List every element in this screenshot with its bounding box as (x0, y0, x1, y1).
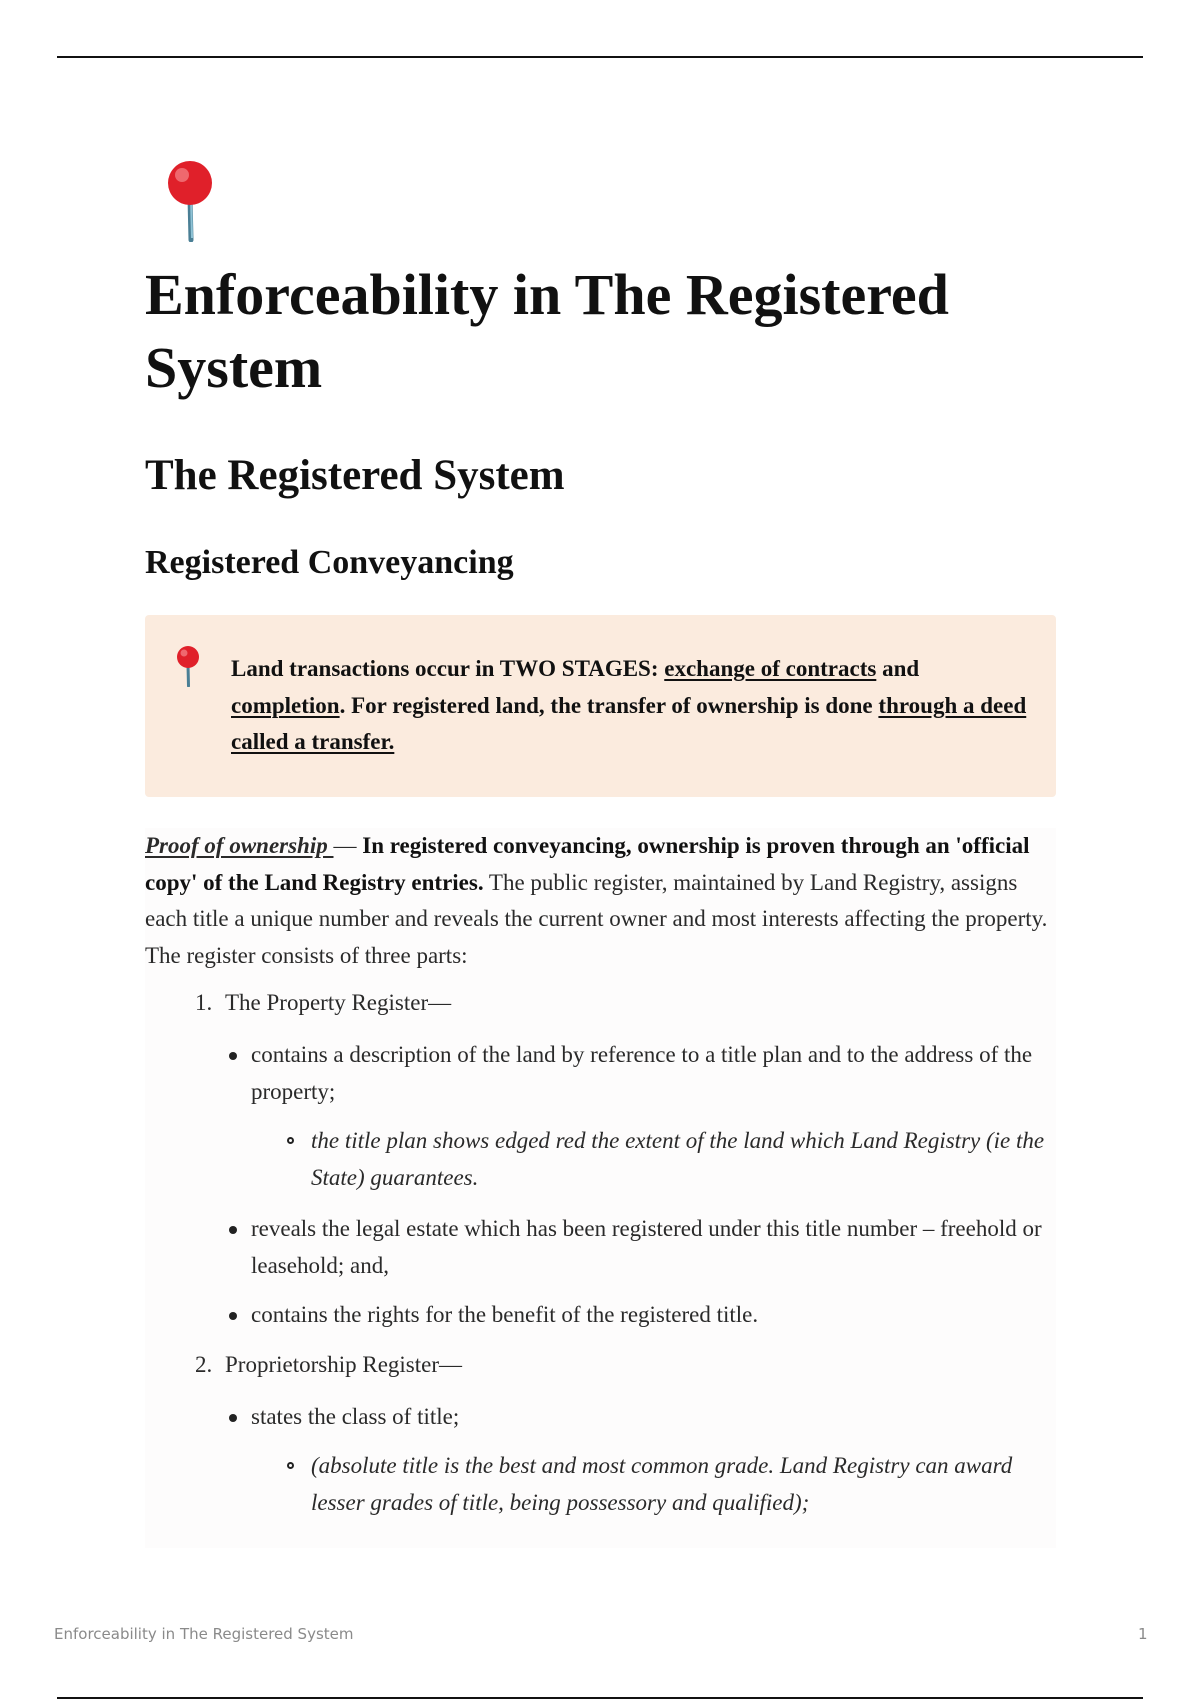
page-title: Enforceability in The Registered System (145, 262, 949, 400)
callout-text (231, 651, 1031, 761)
bullet-text: states the class of title; (251, 1404, 460, 1429)
intro-text: The public register, maintained by Land Registry, assigns each title a unique number and reveals the current owner and most interests affecting the property. The register consists of three parts: (145, 869, 1048, 968)
bullet-item (227, 1211, 1057, 1284)
top-divider (57, 56, 1143, 58)
heading-registered-conveyancing: Registered Conveyancing (145, 544, 514, 581)
sub-bullet-text: the title plan shows edged red the extent of the land which Land Registry (ie the State) guarantees. (311, 1128, 1045, 1190)
bullet-item (227, 1037, 1057, 1110)
list-number: 2. (195, 1352, 213, 1377)
sub-bullet-item (285, 1123, 1060, 1196)
bullet-icon (229, 1052, 237, 1060)
sub-bullet-item (285, 1448, 1060, 1521)
underlined-term: through a deed called a transfer. (231, 692, 1027, 754)
proof-of-ownership-label: Proof of ownership (145, 833, 334, 858)
content-block (145, 828, 1056, 1548)
list-number: 1. (195, 990, 213, 1015)
hollow-bullet-icon (287, 1137, 294, 1144)
round-pushpin-icon (160, 158, 220, 242)
intro-paragraph (145, 828, 1050, 974)
bullet-text: contains a description of the land by reference to a title plan and to the address of the property; (251, 1042, 1033, 1104)
bullet-icon (229, 1312, 237, 1320)
list-item-label: Proprietorship Register— (225, 1352, 462, 1377)
underlined-term: exchange of contracts (664, 656, 877, 681)
callout-text-part: Land transactions occur in TWO STAGES: (231, 656, 665, 681)
sub-bullet-text: (absolute title is the best and most common grade. Land Registry can award lesser grades of title, being possessory and qualified); (311, 1453, 1013, 1515)
callout-text-part: and (876, 656, 920, 681)
bullet-item (227, 1399, 1057, 1436)
round-pushpin-icon (173, 645, 203, 687)
footer-doc-title: Enforceability in The Registered System (54, 1625, 354, 1643)
hollow-bullet-icon (287, 1462, 294, 1469)
list-item-label: The Property Register— (225, 990, 452, 1015)
callout-text-part: . For registered land, the transfer of ownership is done (339, 692, 879, 718)
intro-bold-text: In registered conveyancing, ownership is proven through an 'official copy' of the Land Registry entries. (145, 833, 1030, 895)
bottom-divider (57, 1697, 1143, 1699)
bullet-icon (229, 1226, 237, 1234)
intro-dash: — (333, 833, 363, 858)
bullet-text: contains the rights for the benefit of the registered title. (251, 1302, 759, 1327)
bullet-icon (229, 1414, 237, 1422)
bullet-text: reveals the legal estate which has been registered under this title number – freehold or leasehold; and, (251, 1216, 1042, 1278)
callout-block (145, 615, 1056, 797)
bullet-item (227, 1297, 1057, 1334)
underlined-term: completion (231, 692, 340, 718)
footer-page-number: 1 (1138, 1625, 1148, 1643)
heading-registered-system: The Registered System (145, 452, 565, 499)
